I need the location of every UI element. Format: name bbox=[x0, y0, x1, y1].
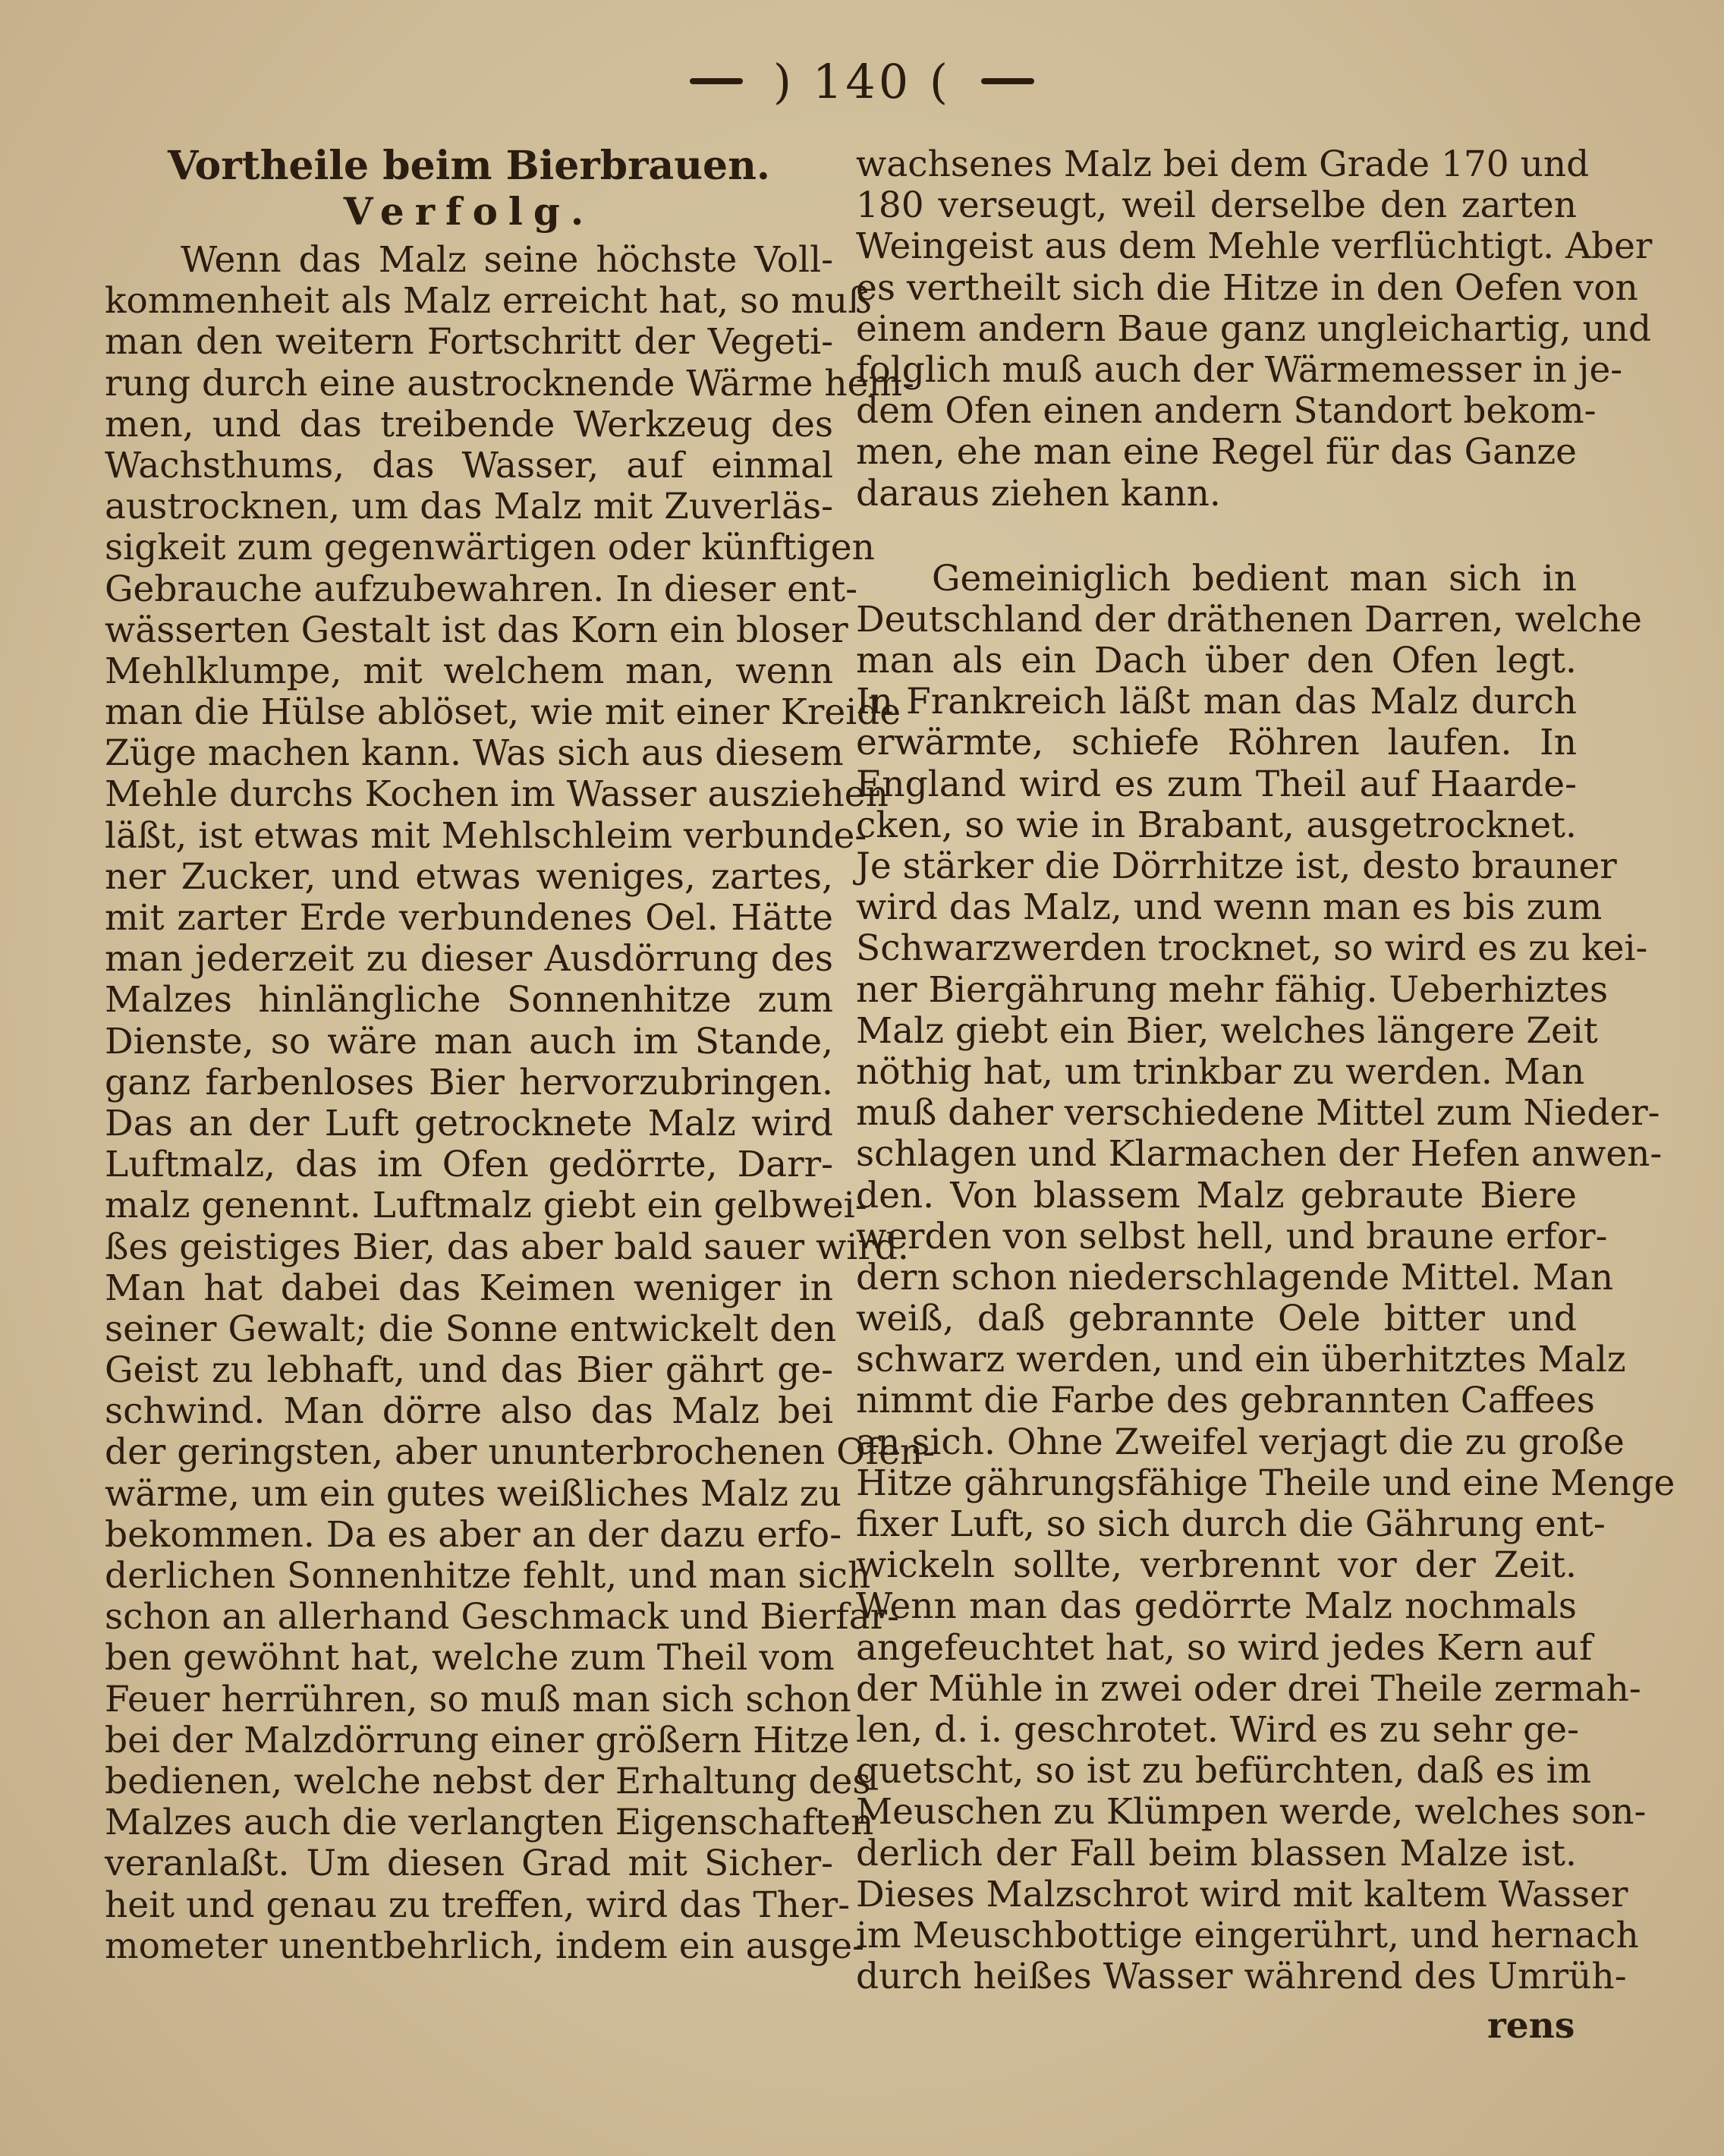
text-line: Gebrauche aufzubewahren. In dieser ent- bbox=[105, 568, 858, 610]
text-line: Je stärker die Dörrhitze ist, desto brauner bbox=[856, 845, 1617, 887]
text-line: Schwarzwerden trocknet, so wird es zu kei- bbox=[856, 927, 1648, 970]
text-line: Malz giebt ein Bier, welches längere Zeit bbox=[856, 1009, 1598, 1052]
text-line: cken, so wie in Brabant, ausgetrocknet. bbox=[856, 804, 1577, 846]
text-line: weiß, daß gebrannte Oele bitter und bbox=[856, 1298, 1577, 1340]
text-line: England wird es zum Theil auf Haarde- bbox=[856, 763, 1577, 805]
text-line: durch heißes Wasser während des Umrüh- bbox=[856, 1956, 1627, 1998]
text-line: Weingeist aus dem Mehle verflüchtigt. Aber bbox=[856, 225, 1653, 268]
text-line: heit und genau zu treffen, wird das Ther- bbox=[105, 1884, 851, 1926]
text-line: einem andern Baue ganz ungleichartig, und bbox=[856, 307, 1652, 350]
text-line: werden von selbst hell, und braune erfor- bbox=[856, 1215, 1608, 1257]
text-line: bekommen. Da es aber an der dazu erfo- bbox=[105, 1513, 842, 1556]
text-line: man die Hülse ablöset, wie mit einer Kreide bbox=[105, 691, 901, 734]
text-line: Züge machen kann. Was sich aus diesem bbox=[105, 732, 844, 775]
text-line: läßt, ist etwas mit Mehlschleim verbunde- bbox=[105, 814, 867, 857]
text-line: Hitze gährungsfähige Theile und eine Menge bbox=[856, 1462, 1675, 1504]
text-line: 180 verseugt, weil derselbe den zarten bbox=[856, 184, 1577, 227]
text-line: man jederzeit zu dieser Ausdörrung des bbox=[105, 938, 833, 980]
text-line: austrocknen, um das Malz mit Zuverläs- bbox=[105, 486, 833, 528]
text-line: Malzes auch die verlangten Eigenschaften bbox=[105, 1802, 874, 1844]
text-line: schon an allerhand Geschmack und Bierfar- bbox=[105, 1596, 899, 1638]
text-line: wird das Malz, und wenn man es bis zum bbox=[856, 886, 1603, 929]
text-line: nimmt die Farbe des gebrannten Caffees bbox=[856, 1380, 1595, 1422]
text-line: sigkeit zum gegenwärtigen oder künftigen bbox=[105, 527, 875, 569]
text-line: Das an der Luft getrocknete Malz wird bbox=[105, 1102, 833, 1144]
header-dash-left bbox=[690, 78, 743, 84]
right-column bbox=[856, 143, 1675, 1998]
left-text-block bbox=[105, 239, 936, 1967]
text-line: Wenn das Malz seine höchste Voll- bbox=[181, 239, 833, 281]
text-line: rung durch eine austrocknende Wärme hem- bbox=[105, 362, 914, 404]
text-line: kommenheit als Malz erreicht hat, so muß bbox=[105, 280, 872, 323]
text-line: dem Ofen einen andern Standort bekom- bbox=[856, 390, 1597, 433]
text-line: nöthig hat, um trinkbar zu werden. Man bbox=[856, 1050, 1585, 1093]
text-line: ner Zucker, und etwas weniges, zartes, bbox=[105, 855, 833, 898]
text-line: erwärmte, schiefe Röhren laufen. In bbox=[856, 722, 1577, 764]
paragraph-gap bbox=[856, 515, 1577, 559]
text-line: Man hat dabei das Keimen weniger in bbox=[105, 1267, 833, 1309]
text-line: Wenn man das gedörrte Malz nochmals bbox=[856, 1585, 1577, 1628]
text-line: den. Von blassem Malz gebraute Biere bbox=[856, 1174, 1577, 1216]
text-line: der Mühle in zwei oder drei Theile zermah- bbox=[856, 1667, 1641, 1710]
text-line: Deutschland der dräthenen Darren, welche bbox=[856, 598, 1642, 641]
text-line: Wachsthums, das Wasser, auf einmal bbox=[105, 444, 833, 486]
text-line: man als ein Dach über den Ofen legt. bbox=[856, 640, 1577, 682]
text-line: ganz farbenloses Bier hervorzubringen. bbox=[105, 1061, 833, 1103]
article-title: Vortheile beim Bierbrauen. bbox=[167, 143, 770, 189]
text-line: Luftmalz, das im Ofen gedörrte, Darr- bbox=[105, 1144, 833, 1186]
text-line: Feuer herrühren, so muß man sich schon bbox=[105, 1678, 851, 1720]
text-line: mit zarter Erde verbundenes Oel. Hätte bbox=[105, 897, 833, 939]
text-line: derlichen Sonnenhitze fehlt, und man sich bbox=[105, 1555, 871, 1597]
left-column bbox=[105, 143, 936, 1967]
text-line: der geringsten, aber ununterbrochenen Ofen- bbox=[105, 1431, 936, 1474]
text-line: folglich muß auch der Wärmemesser in je- bbox=[856, 348, 1623, 391]
text-line: daraus ziehen kann. bbox=[856, 472, 1221, 515]
text-line: wachsenes Malz bei dem Grade 170 und bbox=[856, 143, 1590, 185]
text-line: ßes geistiges Bier, das aber bald sauer wird. bbox=[105, 1226, 909, 1268]
article-subtitle: Verfolg. bbox=[343, 189, 595, 234]
text-line: men, ehe man eine Regel für das Ganze bbox=[856, 431, 1577, 474]
text-line: dern schon niederschlagende Mittel. Man bbox=[856, 1256, 1614, 1298]
text-line: Meuschen zu Klümpen werde, welches son- bbox=[856, 1791, 1647, 1833]
page-header bbox=[0, 47, 1724, 115]
catchword: rens bbox=[1487, 2005, 1575, 2047]
right-paragraph-1 bbox=[856, 143, 1653, 515]
text-line: men, und das treibende Werkzeug des bbox=[105, 403, 833, 445]
text-line: mometer unentbehrlich, indem ein ausge- bbox=[105, 1925, 864, 1967]
header-dash-right bbox=[981, 78, 1034, 84]
text-line: malz genennt. Luftmalz giebt ein gelbwei- bbox=[105, 1185, 867, 1227]
text-line: fixer Luft, so sich durch die Gährung ent- bbox=[856, 1503, 1606, 1545]
text-line: wärme, um ein gutes weißliches Malz zu bbox=[105, 1472, 842, 1515]
text-line: im Meuschbottige eingerührt, und hernach bbox=[856, 1914, 1639, 1956]
text-line: Dienste, so wäre man auch im Stande, bbox=[105, 1020, 833, 1062]
text-line: schwind. Man dörre also das Malz bei bbox=[105, 1390, 833, 1433]
text-line: schlagen und Klarmachen der Hefen anwen- bbox=[856, 1133, 1663, 1176]
text-line: wickeln sollte, verbrennt vor der Zeit. bbox=[856, 1544, 1577, 1587]
text-line: bei der Malzdörrung einer größern Hitze bbox=[105, 1719, 850, 1761]
text-line: muß daher verschiedene Mittel zum Nieder- bbox=[856, 1092, 1660, 1135]
text-line: In Frankreich läßt man das Malz durch bbox=[856, 681, 1577, 723]
text-line: es vertheilt sich die Hitze in den Oefen von bbox=[856, 266, 1638, 309]
page-number: ) 140 ( bbox=[772, 53, 952, 109]
text-line: veranlaßt. Um diesen Grad mit Sicher- bbox=[105, 1843, 833, 1885]
text-line: Gemeiniglich bedient man sich in bbox=[932, 557, 1577, 600]
text-line: len, d. i. geschrotet. Wird es zu sehr ge- bbox=[856, 1708, 1579, 1751]
text-line: man den weitern Fortschritt der Vegeti- bbox=[105, 321, 833, 364]
right-paragraph-2 bbox=[856, 557, 1675, 1998]
text-line: bedienen, welche nebst der Erhaltung des bbox=[105, 1760, 871, 1802]
text-line: an sich. Ohne Zweifel verjagt die zu große bbox=[856, 1421, 1625, 1463]
text-line: Mehlklumpe, mit welchem man, wenn bbox=[105, 650, 833, 692]
text-line: quetscht, so ist zu befürchten, daß es im bbox=[856, 1750, 1592, 1792]
text-line: ben gewöhnt hat, welche zum Theil vom bbox=[105, 1637, 835, 1679]
text-line: Geist zu lebhaft, und das Bier gährt ge- bbox=[105, 1349, 833, 1392]
text-line: ner Biergährung mehr fähig. Ueberhiztes bbox=[856, 968, 1609, 1011]
text-line: angefeuchtet hat, so wird jedes Kern auf bbox=[856, 1626, 1593, 1669]
text-line: wässerten Gestalt ist das Korn ein bloser bbox=[105, 609, 848, 651]
text-line: Mehle durchs Kochen im Wasser ausziehen bbox=[105, 773, 889, 816]
text-line: Dieses Malzschrot wird mit kaltem Wasser bbox=[856, 1873, 1628, 1915]
text-line: derlich der Fall beim blassen Malze ist. bbox=[856, 1832, 1577, 1874]
text-line: Malzes hinlängliche Sonnenhitze zum bbox=[105, 979, 833, 1021]
text-line: seiner Gewalt; die Sonne entwickelt den bbox=[105, 1308, 837, 1350]
text-line: schwarz werden, und ein überhitztes Malz bbox=[856, 1339, 1626, 1381]
